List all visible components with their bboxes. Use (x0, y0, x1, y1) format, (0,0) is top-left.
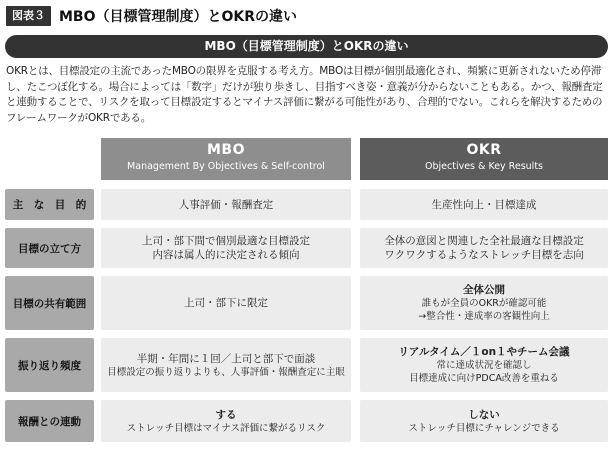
mbo-cell-compensation-link (101, 400, 351, 442)
row-label-sharing-scope: 目標の共有範囲 (5, 276, 94, 330)
cell-text: 上司・部下間で個別最適な目標設定 (142, 235, 310, 247)
okr-header-subtitle: Objectives & Key Results (425, 161, 543, 172)
cell-text: ワクワクするようなストレッチ目標を志向 (384, 249, 584, 261)
cell-text: ストレッチ目標にチャレンジできる (408, 422, 560, 434)
okr-cell-review-frequency (360, 338, 608, 392)
okr-cell-goal-setting (360, 228, 608, 268)
okr-cell-purpose (360, 189, 608, 220)
mbo-cell-goal-setting (101, 228, 351, 268)
cell-text: 半期・年間に１回／上司と部下で面談 (136, 352, 316, 365)
cell-text: 目標設定の振り返りよりも、人事評価・報酬査定に主眼 (107, 366, 345, 378)
cell-text: リアルタイム／１on１やチーム会議 (398, 346, 570, 358)
cell-text: しない (468, 408, 500, 421)
mbo-column-header (101, 138, 351, 180)
mbo-cell-review-frequency (101, 338, 351, 392)
row-label-compensation-link: 報酬との連動 (5, 400, 94, 442)
cell-text: ストレッチ目標はマイナス評価に繋がるリスク (126, 422, 326, 434)
okr-cell-sharing-scope (360, 276, 608, 330)
figure-title: MBO（目標管理制度）とOKRの違い (59, 9, 298, 25)
mbo-cell-sharing-scope (101, 276, 351, 330)
cell-text: 人事評価・報酬査定 (178, 198, 274, 211)
section-banner: MBO（目標管理制度）とOKRの違い (5, 35, 608, 58)
mbo-cell-purpose (101, 189, 351, 220)
cell-text: する (215, 408, 237, 421)
row-label-review-frequency: 振り返り頻度 (5, 338, 94, 392)
mbo-header-title: MBO (206, 142, 245, 158)
cell-text: 誰もが全員のOKRが確認可能 (421, 298, 547, 309)
cell-text: 上司・部下に限定 (184, 297, 268, 309)
okr-cell-compensation-link (360, 400, 608, 442)
cell-text: 全体公開 (463, 284, 505, 296)
intro-paragraph: OKRとは、目標設定の主流であったMBOの限界を克服する考え方。MBOは目標が個別最適化され、頻繁に更新されないため停滞し、たこつぼ化する。場合によっては「数字」だけが独り歩きし、目指すべき姿・意義が分からないこともある。かつ、報酬査定と連動することで、リスクを取って目標設定するとマイナス評価に繋がる可能性があり、合理的でない。これらを解決するためのフレームワークがOKRである。 (6, 65, 603, 124)
okr-column-header (360, 138, 608, 180)
cell-text: 目標達成に向けPDCA改善を重ねる (409, 373, 559, 384)
cell-text: 常に達成状況を確認し (436, 360, 532, 371)
cell-text: 全体の意図と関連した全社最適な目標設定 (384, 235, 584, 247)
figure-title-row (6, 6, 297, 26)
okr-header-title: OKR (466, 142, 502, 158)
mbo-header-subtitle: Management By Objectives & Self-control (127, 161, 325, 172)
cell-text: →整合性・達成率の客観性向上 (418, 311, 550, 322)
figure-label: 図表３ (6, 6, 51, 26)
cell-text: 生産性向上・目標達成 (431, 198, 537, 211)
cell-text: 内容は属人的に決定される傾向 (152, 249, 300, 261)
row-label-purpose: 主 な 目 的 (5, 189, 94, 220)
row-label-goal-setting: 目標の立て方 (5, 228, 94, 268)
